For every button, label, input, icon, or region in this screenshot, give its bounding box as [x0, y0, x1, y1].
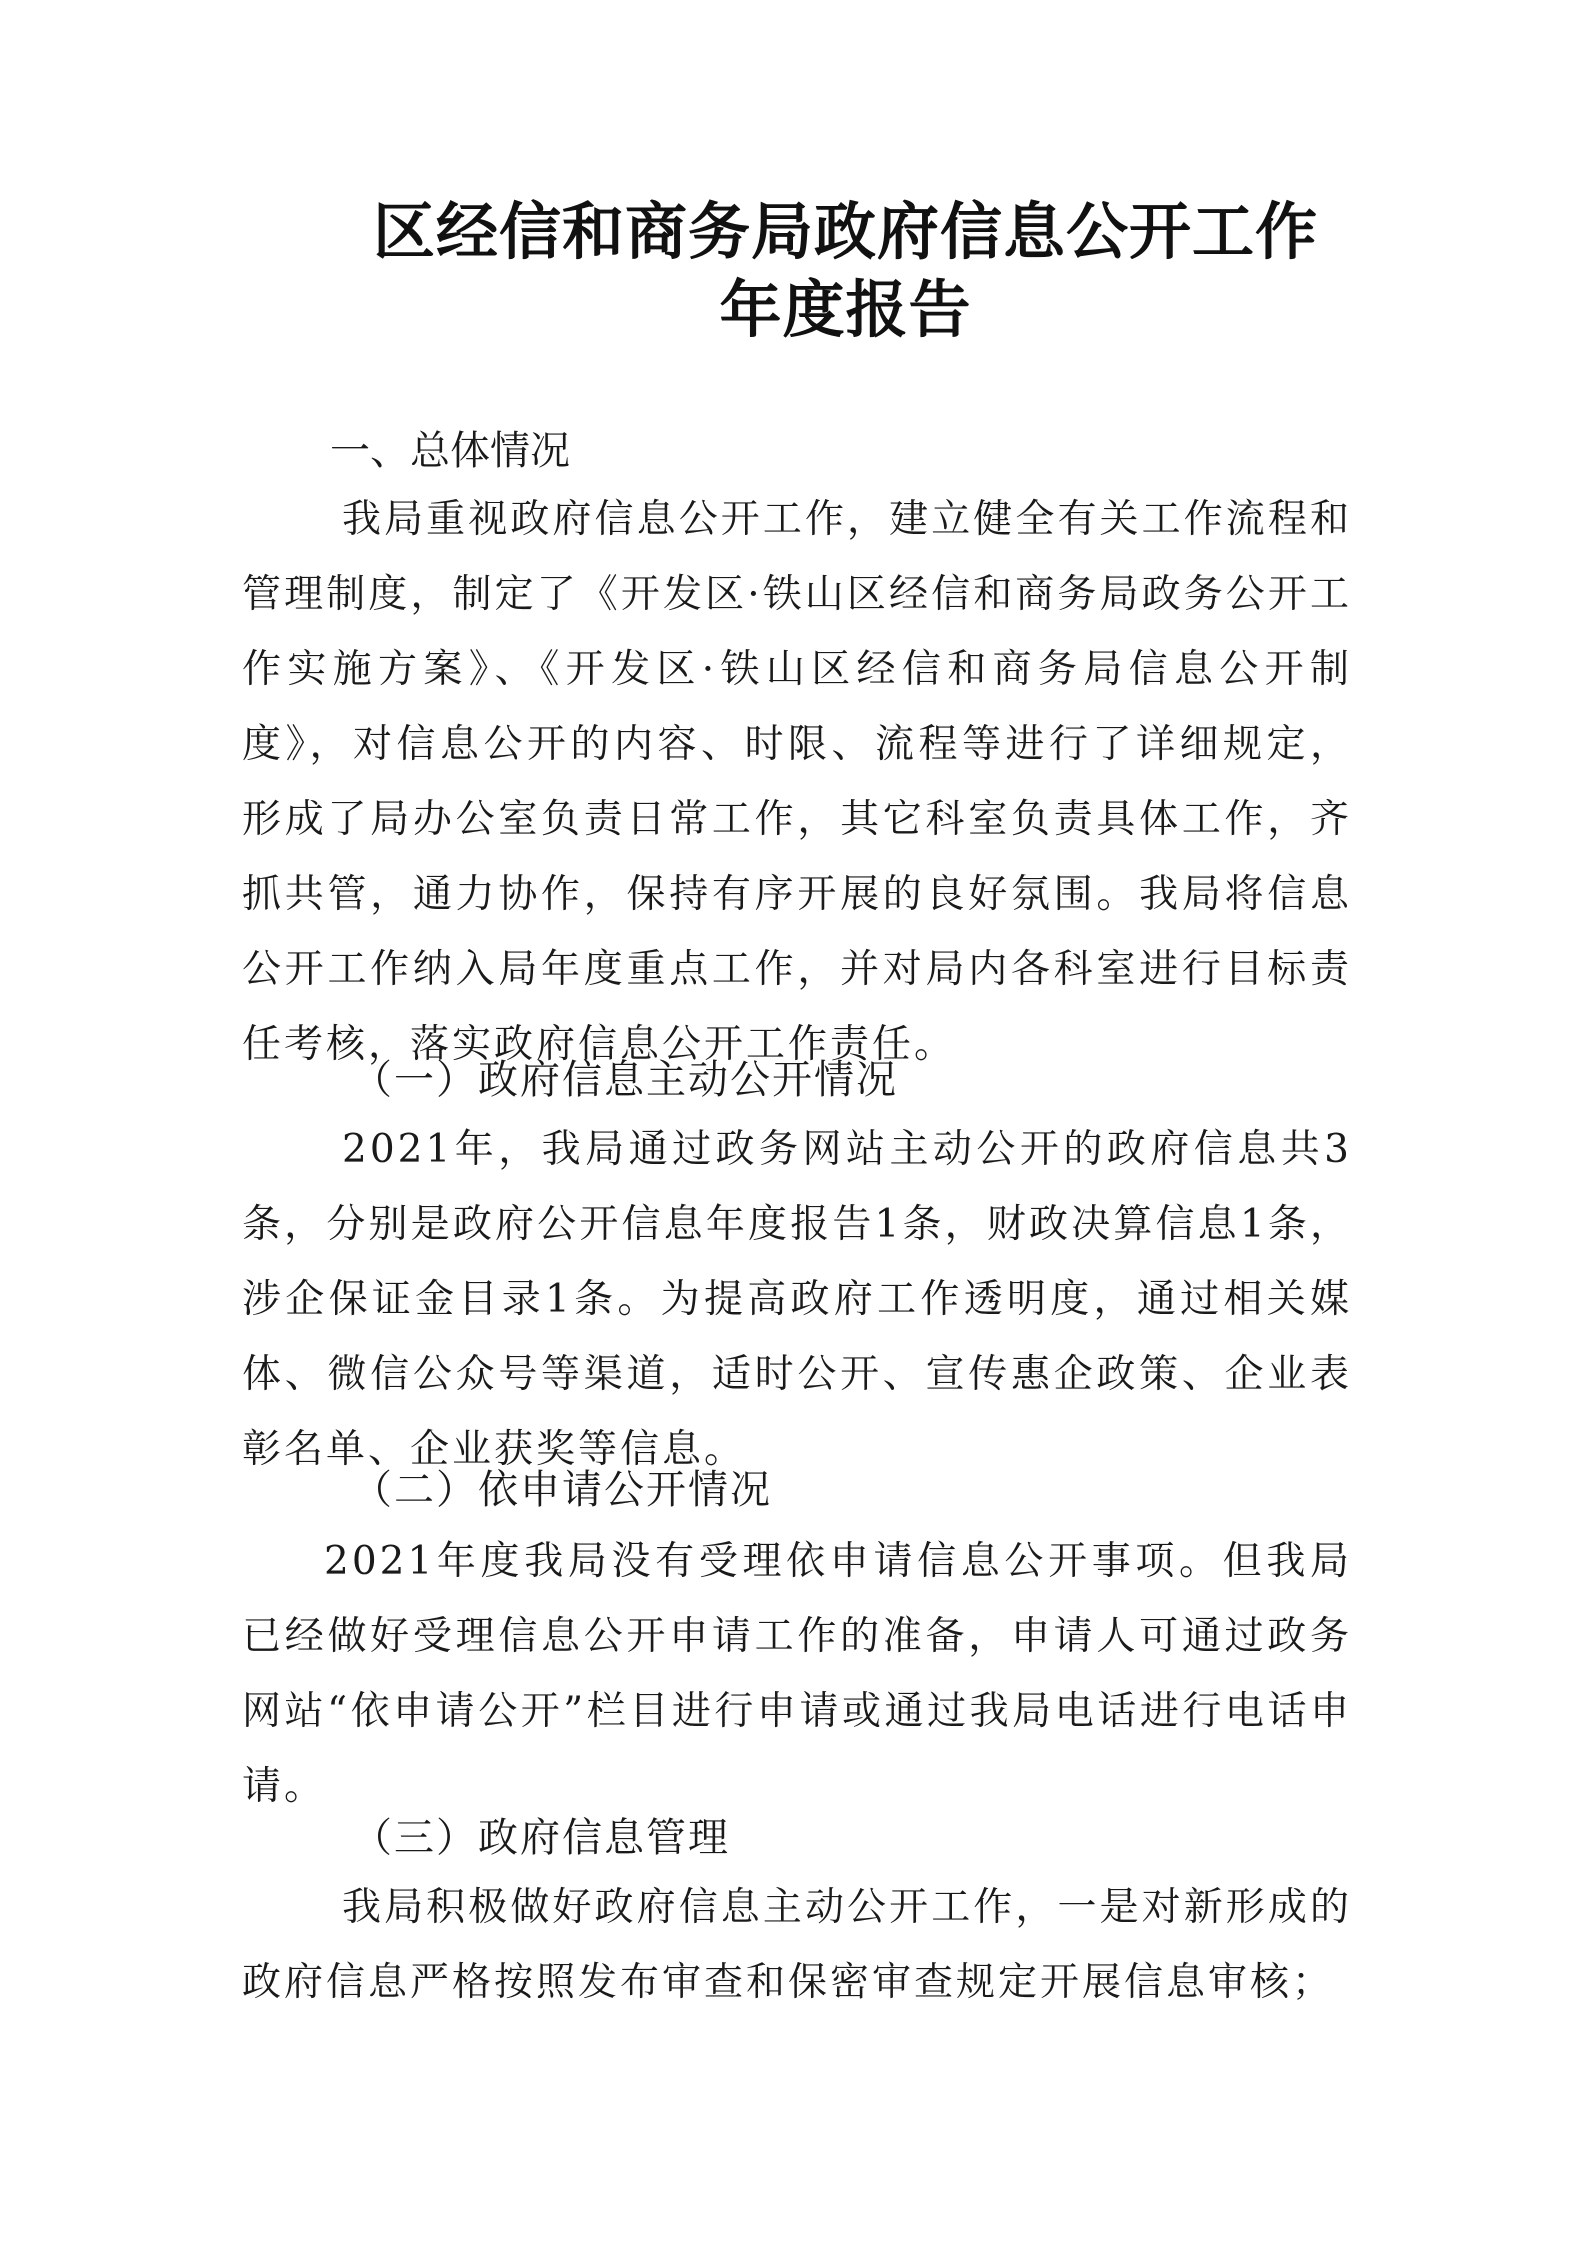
- section-heading-application-disclosure: （二）依申请公开情况: [352, 1467, 772, 1513]
- section-heading-overview: 一、总体情况: [330, 428, 570, 474]
- section-heading-proactive-disclosure: （一）政府信息主动公开情况: [352, 1057, 898, 1103]
- document-title-line-1: 区经信和商务局政府信息公开工作: [372, 195, 1318, 268]
- section-paragraph-overview: 我局重视政府信息公开工作，建立健全有关工作流程和管理制度，制定了《开发区·铁山区经信和商务局政务公开工作实施方案》、《开发区·铁山区经信和商务局信息公开制度》，对信息公开的内容、时限、流程等进行了详细规定，形成了局办公室负责日常工作，其它科室负责具体工作，齐抓共管，通力协作，保持有序开展的良好氛围。我局将信息公开工作纳入局年度重点工作，并对局内各科室进行目标责任考核，落实政府信息公开工作责任。: [242, 497, 1352, 1067]
- document-title-line-2: 年度报告: [719, 273, 972, 346]
- section-paragraph-application-disclosure: 2021年度我局没有受理依申请信息公开事项。但我局已经做好受理信息公开申请工作的准备，申请人可通过政务网站“依申请公开”栏目进行申请或通过我局电话进行电话申请。: [242, 1539, 1352, 1809]
- section-paragraph-proactive-disclosure: 2021年，我局通过政务网站主动公开的政府信息共3条，分别是政府公开信息年度报告1条，财政决算信息1条，涉企保证金目录1条。为提高政府工作透明度，通过相关媒体、微信公众号等渠道，适时公开、宣传惠企政策、企业表彰名单、企业获奖等信息。: [242, 1127, 1352, 1472]
- section-paragraph-information-management: 我局积极做好政府信息主动公开工作，一是对新形成的政府信息严格按照发布审查和保密审查规定开展信息审核；: [242, 1885, 1352, 2005]
- section-heading-information-management: （三）政府信息管理: [352, 1815, 730, 1861]
